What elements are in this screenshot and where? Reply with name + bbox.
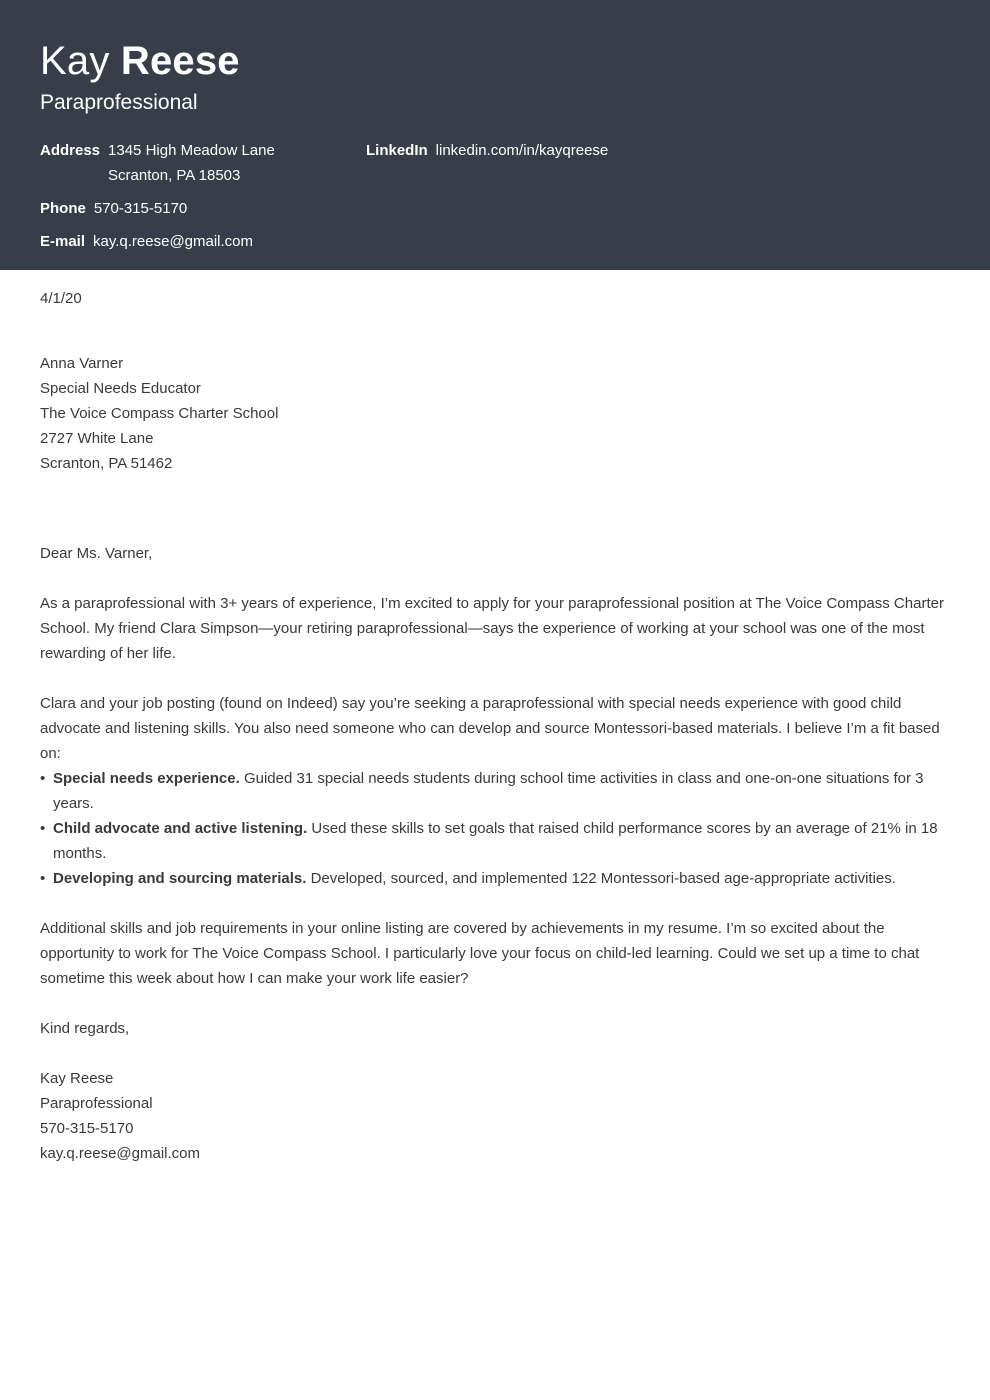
bullet-text: Used these skills to set goals that raised child performance scores by an average of 21% in 18 months.	[53, 820, 938, 862]
linkedin-label: LinkedIn	[366, 142, 428, 159]
bullet-heading: Special needs experience.	[53, 770, 240, 787]
applicant-job-title: Paraprofessional	[40, 91, 198, 114]
address-line-2: Scranton, PA 18503	[108, 167, 241, 184]
closing-phrase: Kind regards,	[40, 1020, 130, 1037]
salutation: Dear Ms. Varner,	[40, 545, 153, 562]
address-label: Address	[40, 142, 101, 159]
address-row	[40, 138, 275, 188]
paragraph-intro: As a paraprofessional with 3+ years of experience, I’m excited to apply for your paraprofessional position at The Voice Compass Charter School. My friend Clara Simpson—your retiring paraprofessional—says the experience of working at your school was one of the most rewarding of her life.	[40, 595, 944, 662]
email-label: E-mail	[40, 233, 86, 250]
signature-title: Paraprofessional	[40, 1095, 153, 1112]
recipient-role: Special Needs Educator	[40, 380, 201, 397]
bullet-text: Guided 31 special needs students during school time activities in class and one-on-one situations for 3 years.	[53, 770, 924, 812]
signature-name: Kay Reese	[40, 1070, 114, 1087]
letter-body	[0, 286, 990, 1166]
letter-date: 4/1/20	[40, 290, 82, 307]
phone-value: 570-315-5170	[93, 200, 188, 217]
first-name: Kay	[40, 39, 110, 83]
paragraph-fit: Clara and your job posting (found on Indeed) say you’re seeking a paraprofessional with special needs experience with good child advocate and listening skills. You also need someone who can develop and source Montessori-based materials. I believe I’m a fit based on:	[40, 695, 940, 762]
recipient-city: Scranton, PA 51462	[40, 455, 173, 472]
email-row	[40, 229, 253, 254]
qualification-list	[40, 766, 950, 891]
bullet-heading: Child advocate and active listening.	[53, 820, 308, 837]
phone-row	[40, 196, 187, 221]
linkedin-row	[366, 138, 608, 163]
list-item	[40, 766, 950, 816]
last-name: Reese	[120, 39, 240, 83]
recipient-block	[40, 351, 950, 476]
recipient-organization: The Voice Compass Charter School	[40, 405, 279, 422]
linkedin-link[interactable]: linkedin.com/in/kayqreese	[435, 142, 609, 159]
signature-email[interactable]: kay.q.reese@gmail.com	[40, 1145, 201, 1162]
address-value	[108, 138, 275, 188]
signature-phone: 570-315-5170	[40, 1120, 134, 1137]
bullet-text: Developed, sourced, and implemented 122 Montessori-based age-appropriate activities.	[306, 870, 896, 887]
recipient-street: 2727 White Lane	[40, 430, 154, 447]
signature-block	[40, 1066, 950, 1166]
email-link[interactable]: kay.q.reese@gmail.com	[93, 233, 254, 250]
recipient-name: Anna Varner	[40, 355, 124, 372]
letter-header	[0, 0, 990, 270]
paragraph-closing: Additional skills and job requirements in your online listing are covered by achievements in my resume. I’m so excited about the opportunity to work for The Voice Compass School. I particularly love your focus on child-led learning. Could we set up a time to chat sometime this week about how I can make your work life easier?	[40, 920, 920, 987]
list-item	[40, 866, 950, 891]
bullet-heading: Developing and sourcing materials.	[53, 870, 307, 887]
applicant-name	[40, 38, 950, 84]
phone-label: Phone	[40, 200, 86, 217]
address-line-1: 1345 High Meadow Lane	[108, 142, 275, 159]
list-item	[40, 816, 950, 866]
